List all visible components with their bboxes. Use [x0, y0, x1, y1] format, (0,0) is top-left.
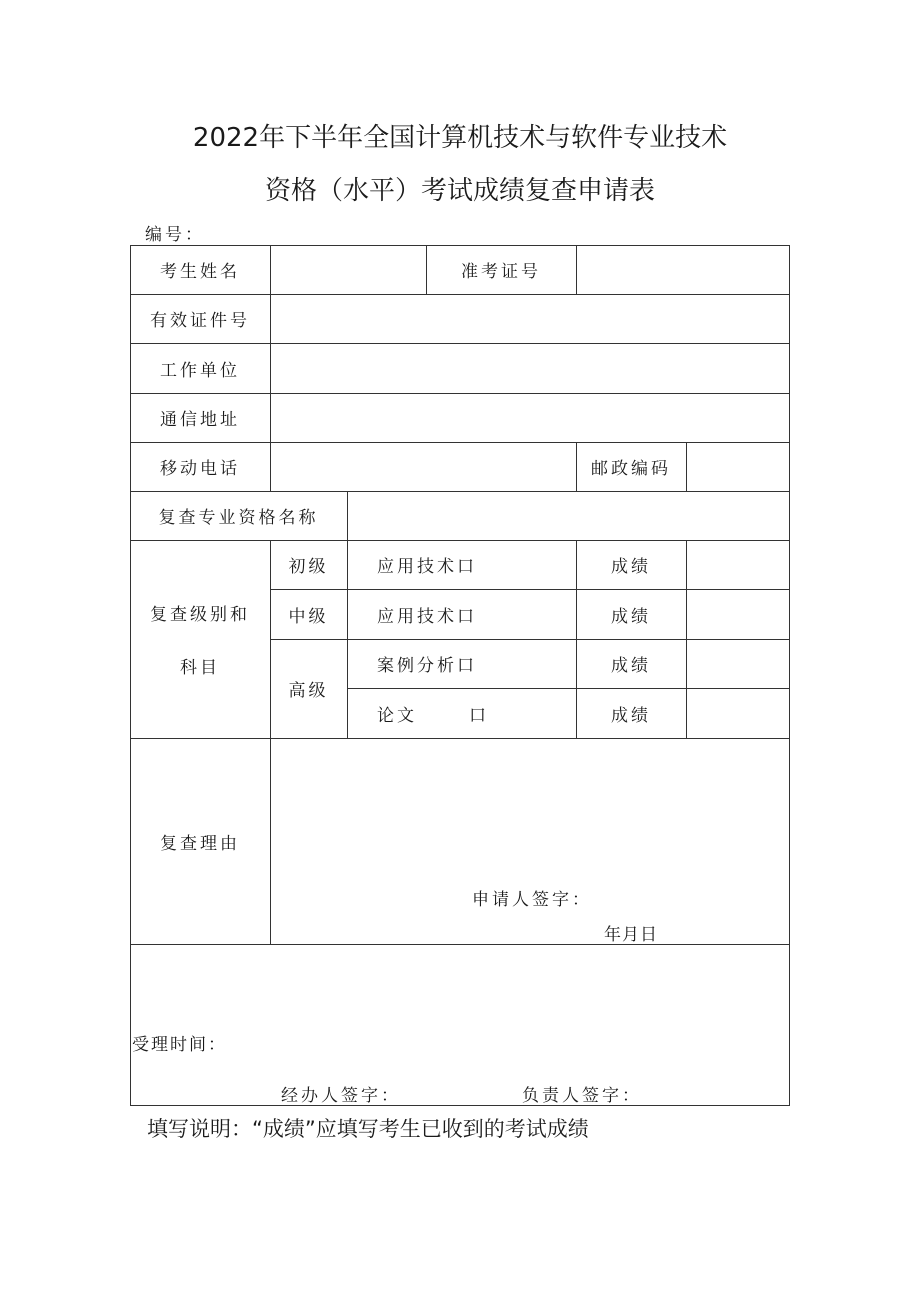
middle-score-field[interactable] [687, 590, 789, 639]
serial-number-label: 编号： [145, 225, 205, 245]
address-label: 通信地址 [160, 410, 240, 430]
middle-level-label: 中级 [288, 606, 329, 627]
manager-signature-label: 负责人签字： [522, 1085, 642, 1106]
case-score-label: 成绩 [611, 656, 651, 676]
application-date-label: 年月日 [604, 924, 658, 945]
mobile-label: 移动电话 [160, 459, 240, 479]
middle-score-label: 成绩 [611, 606, 651, 627]
address-field[interactable] [271, 394, 789, 442]
thesis-checkbox-box[interactable]: 口 [469, 705, 489, 726]
id-number-label: 有效证件号 [150, 311, 250, 331]
form-title-line-2: 资格（水平）考试成绩复查申请表 [264, 176, 655, 206]
level-section-label-line-2: 科目 [180, 657, 220, 678]
senior-case-analysis-checkbox[interactable]: 案例分析口 [377, 656, 477, 676]
junior-applied-tech-checkbox[interactable]: 应用技术口 [377, 557, 477, 577]
junior-level-label: 初级 [288, 557, 329, 577]
qualification-label: 复查专业资格名称 [158, 508, 319, 528]
thesis-label: 论文 [377, 705, 417, 726]
case-score-field[interactable] [687, 640, 789, 688]
ticket-number-field[interactable] [577, 246, 789, 294]
level-section-label-line-1: 复查级别和 [150, 604, 250, 625]
middle-applied-tech-checkbox[interactable]: 应用技术口 [377, 606, 477, 627]
thesis-score-field[interactable] [687, 689, 789, 738]
postcode-field[interactable] [687, 443, 789, 491]
review-reason-field[interactable] [271, 739, 789, 879]
employer-label: 工作单位 [160, 360, 240, 381]
mobile-field[interactable] [271, 443, 576, 491]
thesis-score-label: 成绩 [611, 705, 651, 726]
junior-score-label: 成绩 [611, 557, 651, 577]
postcode-label: 邮政编码 [591, 459, 671, 479]
senior-thesis-checkbox[interactable] [347, 688, 576, 738]
handler-signature-label: 经办人签字： [281, 1085, 401, 1106]
qualification-field[interactable] [348, 492, 789, 540]
ticket-number-label: 准考证号 [461, 262, 541, 282]
senior-level-label: 高级 [288, 681, 329, 701]
candidate-name-label: 考生姓名 [160, 262, 240, 282]
employer-field[interactable] [271, 344, 789, 393]
candidate-name-field[interactable] [271, 246, 426, 294]
id-number-field[interactable] [271, 295, 789, 343]
review-reason-label: 复查理由 [160, 833, 240, 854]
filling-instruction-note: 填写说明：“成绩”应填写考生已收到的考试成绩 [147, 1117, 589, 1141]
junior-score-field[interactable] [687, 541, 789, 589]
applicant-signature-label: 申请人签字： [472, 889, 592, 910]
form-title-line-1: 2022年下半年全国计算机技术与软件专业技术 [192, 123, 728, 153]
application-form-table [130, 245, 790, 1106]
acceptance-time-label: 受理时间： [132, 1034, 227, 1055]
